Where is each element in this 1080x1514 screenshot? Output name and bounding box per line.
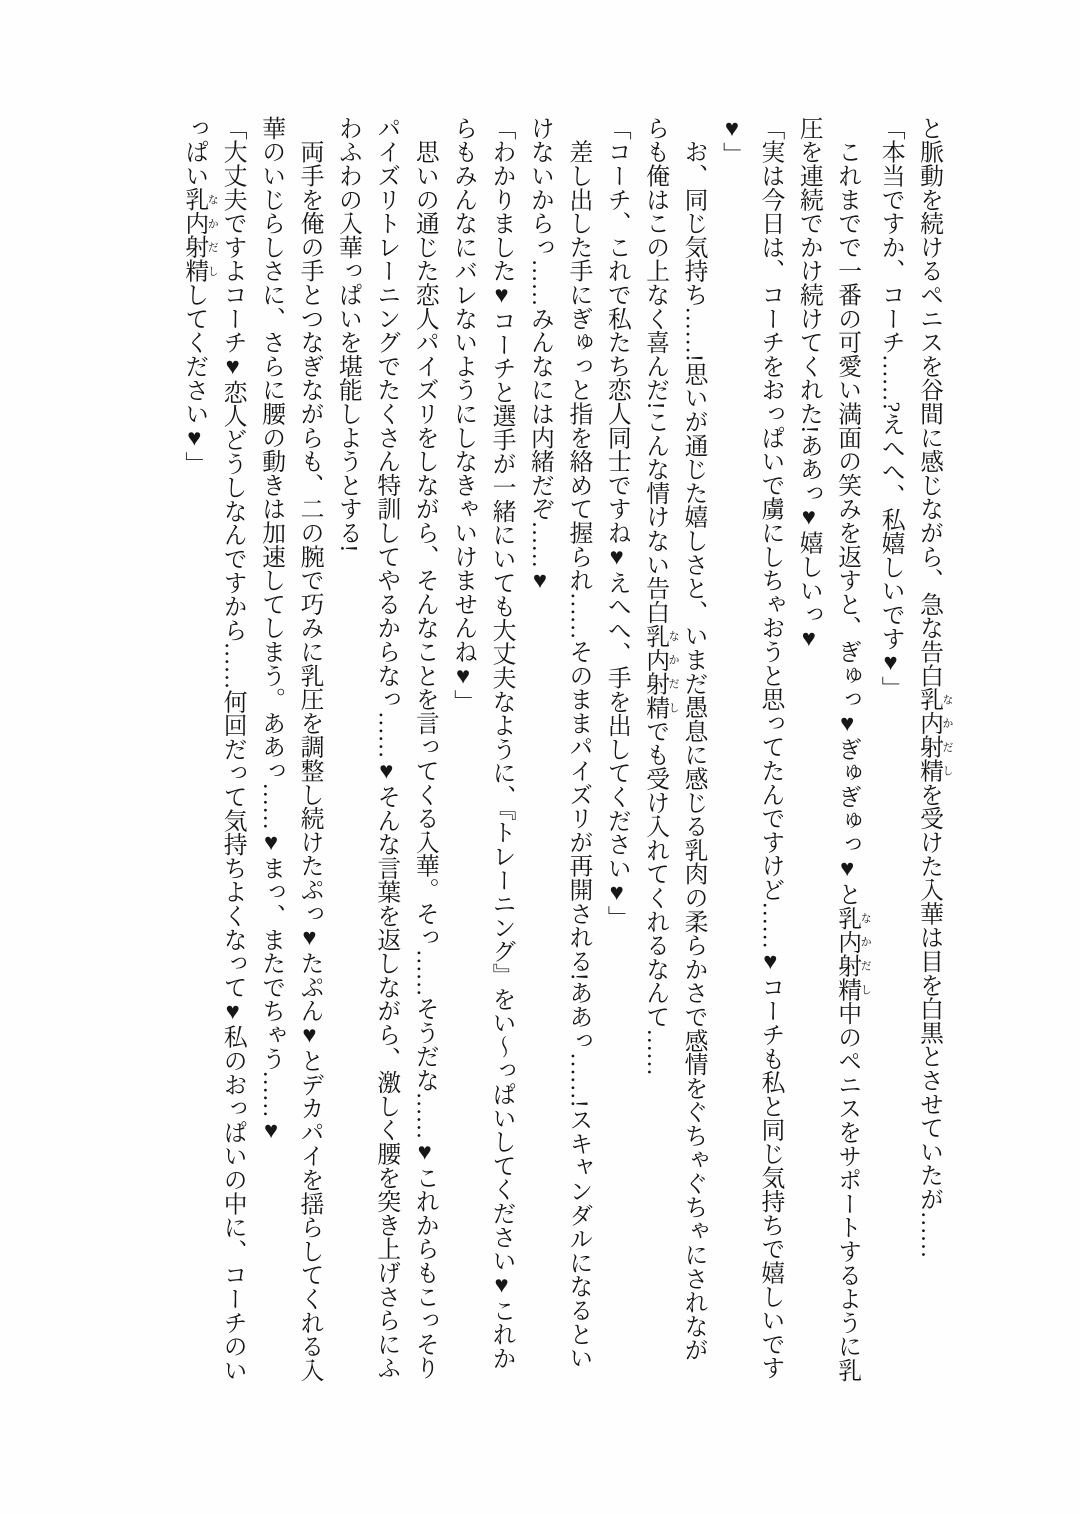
furigana: し <box>206 258 219 283</box>
ruby-annotation: 乳 な内 か射 だ精 し <box>916 687 953 783</box>
furigana: な <box>859 905 872 930</box>
ruby-annotation: 乳 な内 か射 だ精 し <box>181 187 219 283</box>
paragraph-p1-narration: と脈動を続けるペニスを谷間に感じながら、急な告白乳 な内 か射 だ精 しを受けた入華は目を白黒とさせていたが…… <box>916 116 953 1259</box>
paragraph-p4-dialogue: 「実は今日は、コーチをおっぱいで虜にしちゃおうと思ってたんですけど……♥コーチも私と同じ気持ちで嬉しいです♥」 <box>718 116 784 1380</box>
paragraph-p9-narration: 思いの通じた恋人パイズリをしながら、そんなことを言ってくる入華。そっ……そうだな……♥これからもこっそりパイズリトレーニングでたくさん特訓してやるからなっ……♥そんな言葉を返しながら、激しく腰を突き上げさらにふわふわの入華っぱいを堪能しようとする! <box>334 116 438 1380</box>
furigana: し <box>667 695 680 719</box>
paragraph-p2-dialogue: 「本当ですか、コーチ……?えへへ、私嬉しいです♥」 <box>877 116 904 700</box>
furigana: だ <box>859 953 872 978</box>
furigana: な <box>941 687 953 712</box>
furigana: だ <box>667 671 680 696</box>
text-block <box>175 116 953 1382</box>
furigana: か <box>206 211 219 236</box>
furigana: し <box>941 758 953 783</box>
paragraph-p11-dialogue: 「大丈夫ですよコーチ♥恋人どうしなんですから……何回だって気持ちよくなって♥私のおっぱいの中に、コーチのいっぱい乳 な内 か射 だ精 ししてください♥」 <box>181 116 246 1382</box>
furigana: な <box>667 623 680 648</box>
furigana: だ <box>941 734 953 759</box>
furigana: か <box>941 711 953 735</box>
ruby-annotation: 乳 な内 か射 だ精 し <box>834 905 872 1002</box>
furigana: し <box>859 977 872 1002</box>
paragraph-p6-dialogue: 「コーチ、これで私たち恋人同士ですね♥えへへ、手を出してください♥」 <box>603 116 630 930</box>
furigana: か <box>667 647 680 672</box>
paragraph-p7-narration: 差し出した手にぎゅっと指を絡めて握られ……そのままパイズリが再開される!ああっ……!スキャンダルになるといけないからっ……みんなには内緒だぞ……♥ <box>526 116 592 1370</box>
furigana: か <box>859 929 872 954</box>
paragraph-p10-narration: 両手を俺の手とつなぎながらも、二の腕で巧みに乳圧を調整し続けたぷっ♥たぷん♥とデカパイを揺らしてくれる入華のいじらしさに、さらに腰の動きは加速してしまう。ああっ……♥まっ、またでちゃう……♥ <box>258 116 323 1382</box>
furigana: だ <box>206 235 219 259</box>
furigana: な <box>206 187 219 212</box>
paragraph-p5-narration: お、同じ気持ち……!思いが通じた嬉しさと、いまだ愚息に感じる乳肉の柔らかさで感情をぐちゃぐちゃにされながらも俺はこの上なく喜んだ!こんな情けない告白乳 な内 か射 だ精 しでも受け入れてくれるなんて…… <box>642 116 707 1362</box>
ruby-annotation: 乳 な内 か射 だ精 し <box>642 623 680 719</box>
paragraph-p3-narration: これまでで一番の可愛い満面の笑みを返すと、ぎゅっ♥ぎゅぎゅっ♥と乳 な内 か射 だ精 し中のペニスをサポートするように乳圧を連続でかけ続けてくれた!ああっ♥嬉しいっ♥ <box>795 116 872 1382</box>
paragraph-p8-dialogue: 「わかりました♥コーチと選手が一緒にいても大丈夫なように、『トレーニング』をい〜っぱいしてください♥これからもみんなにバレないようにしなきゃいけませんね♥」 <box>450 116 515 1370</box>
